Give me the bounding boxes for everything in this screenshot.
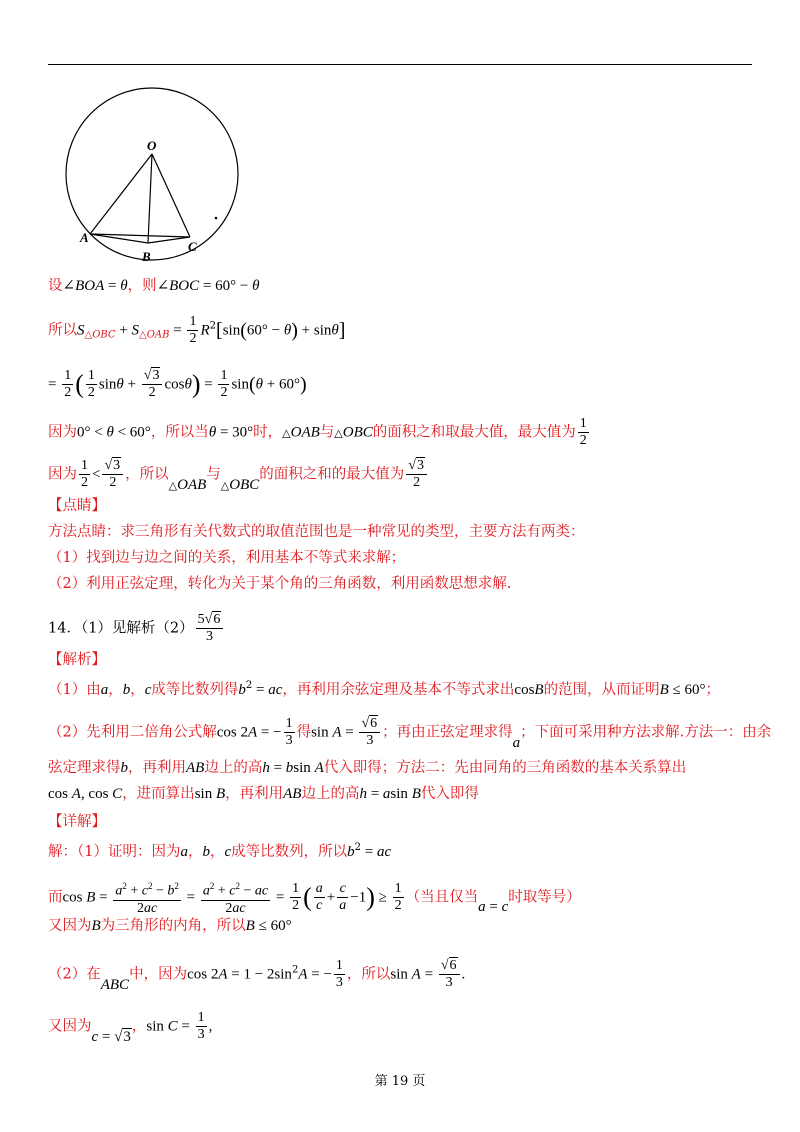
line-15: cos A, cos C，进而算出sin B，再利用AB边上的高h = asin B代入即得 bbox=[48, 786, 479, 802]
line-21: 又因为c = √3，sin C = $\frac{1}{3}$ , bbox=[48, 1010, 213, 1045]
text: 所以 bbox=[48, 322, 77, 339]
line-7: 方法点睛：求三角形有关代数式的取值范围也是一种常见的类型，主要方法有两类： bbox=[48, 524, 585, 540]
line-5: 因为 $\frac{1}{2}$ < $\frac{√3}{2}$ ，所以△OAB与△OBC的面积之和的最大值为 $\frac{√3}{2}$ bbox=[48, 458, 429, 496]
section-jiexi: 【解析】 bbox=[48, 652, 106, 668]
text: 又因为 bbox=[48, 918, 92, 934]
segment-OA bbox=[90, 154, 152, 234]
text: ，进而算出 bbox=[122, 786, 195, 802]
label-C: C bbox=[188, 239, 197, 254]
text: ，所以 bbox=[346, 966, 391, 983]
segment-BC bbox=[148, 237, 190, 243]
text: 成等比数列得 bbox=[151, 682, 239, 698]
text: 边上的高 bbox=[204, 760, 263, 776]
text: ； bbox=[705, 682, 720, 698]
text: 因为 bbox=[48, 424, 77, 441]
circle-diagram bbox=[62, 86, 242, 266]
text: ， bbox=[187, 844, 203, 860]
segment-OB bbox=[148, 154, 152, 243]
text: 的范围，从而证明 bbox=[543, 682, 660, 698]
header-rule bbox=[48, 64, 752, 65]
text: 弦定理求得 bbox=[48, 760, 121, 776]
label-A: A bbox=[80, 230, 89, 245]
text: ，再利用 bbox=[128, 760, 186, 776]
section-dianjing: 【点睛】 bbox=[48, 498, 106, 514]
line-13: （2）先利用二倍角公式解cos 2A = − $\frac{1}{3}$ 得sin A = $\frac{√6}{3}$ ；再由正弦定理求得a；下面可采用种方法求解.方法一：由余 bbox=[48, 716, 772, 751]
text: 的面积之和的最大值为 bbox=[259, 466, 405, 483]
text: 又因为 bbox=[48, 1018, 92, 1035]
text: （1）由 bbox=[48, 682, 101, 698]
text: 而 bbox=[48, 889, 63, 906]
label-O: O bbox=[147, 138, 157, 153]
text: 代入即得 bbox=[420, 786, 479, 802]
text: 成等比数列，所以 bbox=[231, 844, 348, 860]
text: ，所以当 bbox=[150, 424, 209, 441]
line-17: 解：（1）证明：因为a，b，c成等比数列，所以$b^2$ = ac bbox=[48, 842, 392, 860]
text: 边上的高 bbox=[301, 786, 360, 802]
segment-OC bbox=[152, 154, 190, 237]
line-1: 设∠BOA = θ，则∠BOC = 60° − θ bbox=[48, 278, 260, 294]
line-10: 14．（1）见解析（2） $\frac{5√6}{3}$ bbox=[48, 612, 225, 645]
text: 为三角形的内角，所以 bbox=[100, 918, 246, 934]
text: 设 bbox=[48, 278, 63, 294]
text: ， bbox=[131, 1018, 147, 1035]
line-20: （2）在ABC中，因为$\cos 2A = 1 - 2\sin^2A$ = − $\frac{1}{3}$ ，所以sin A = $\frac{√6}{3}$ . bbox=[48, 958, 466, 993]
text: 与 bbox=[206, 466, 221, 483]
text: ， bbox=[130, 682, 145, 698]
text: ；再由正弦定理求得 bbox=[382, 724, 513, 741]
page-number: 第 19 页 bbox=[374, 1074, 426, 1089]
line-8: （1）找到边与边之间的关系，利用基本不等式来求解； bbox=[48, 550, 406, 566]
line-14: 弦定理求得b，再利用AB边上的高h = bsin A代入即得；方法二：先由同角的三角函数的基本关系算出 bbox=[48, 760, 687, 776]
text: 与 bbox=[319, 424, 335, 441]
text: 时取等号） bbox=[508, 889, 581, 906]
text: ， bbox=[209, 844, 225, 860]
line-18: 而cos B = $\frac{a^2 + c^2 - b^2}{2ac}$ = $\frac{a^2 + c^2 - ac}{2ac}$ = $\frac{1}{2}$ ( $\frac{a}{c}$ + $\frac{c}{a}$ −1) ≥ $\frac{1}{2}$ （当且仅当a = c时取等号） bbox=[48, 878, 581, 917]
text: ，则 bbox=[127, 278, 157, 294]
text: 得 bbox=[296, 724, 312, 741]
text: ，再利用余弦定理及基本不等式求出 bbox=[282, 682, 515, 698]
text: （当且仅当 bbox=[405, 889, 479, 906]
line-9: （2）利用正弦定理，转化为关于某个角的三角函数，利用函数思想求解. bbox=[48, 576, 512, 592]
line-4: 因为0° < θ < 60°，所以当θ = 30°时，△OAB与△OBC的面积之和取最大值，最大值为 $\frac{1}{2}$ bbox=[48, 416, 587, 448]
line-12: （1）由a，b，c成等比数列得$b^2$ = ac，再利用余弦定理及基本不等式求出cosB的范围，从而证明B ≤ 60°； bbox=[48, 680, 720, 698]
tick-mark bbox=[215, 217, 218, 220]
text: 因为 bbox=[48, 466, 77, 483]
text: 代入即得；方法二：先由同角的三角函数的基本关系算出 bbox=[323, 760, 687, 776]
text: （2）在 bbox=[48, 966, 101, 983]
text: ， bbox=[108, 682, 123, 698]
text: 14．（1）见解析（2） bbox=[48, 620, 194, 637]
text: 中，因为 bbox=[129, 966, 188, 983]
text: ，再利用 bbox=[225, 786, 284, 802]
line-2: 所以$S_{\triangle OBC} + S_{\triangle OAB}$ = $\frac{1}{2}$ $R^2[\sin(60^\circ - \theta) + \sin\theta]$ bbox=[48, 314, 346, 346]
text: 解：（1）证明：因为 bbox=[48, 844, 181, 860]
text: ，所以 bbox=[125, 466, 169, 483]
line-19: 又因为B为三角形的内角，所以B ≤ 60° bbox=[48, 918, 292, 934]
text: ；下面可采用种方法求解.方法一：由余 bbox=[520, 724, 772, 741]
line-3: = $\frac{1}{2}$ ( $\frac{1}{2}$ sinθ + $\frac{√3}{2}$ cosθ) = $\frac{1}{2}$ sin(θ + 60°) bbox=[48, 368, 307, 400]
label-B: B bbox=[142, 249, 151, 264]
text: 时， bbox=[253, 424, 283, 441]
text: （2）先利用二倍角公式解 bbox=[48, 724, 217, 741]
text: 的面积之和取最大值，最大值为 bbox=[372, 424, 576, 441]
section-xiangjie: 【详解】 bbox=[48, 814, 106, 830]
